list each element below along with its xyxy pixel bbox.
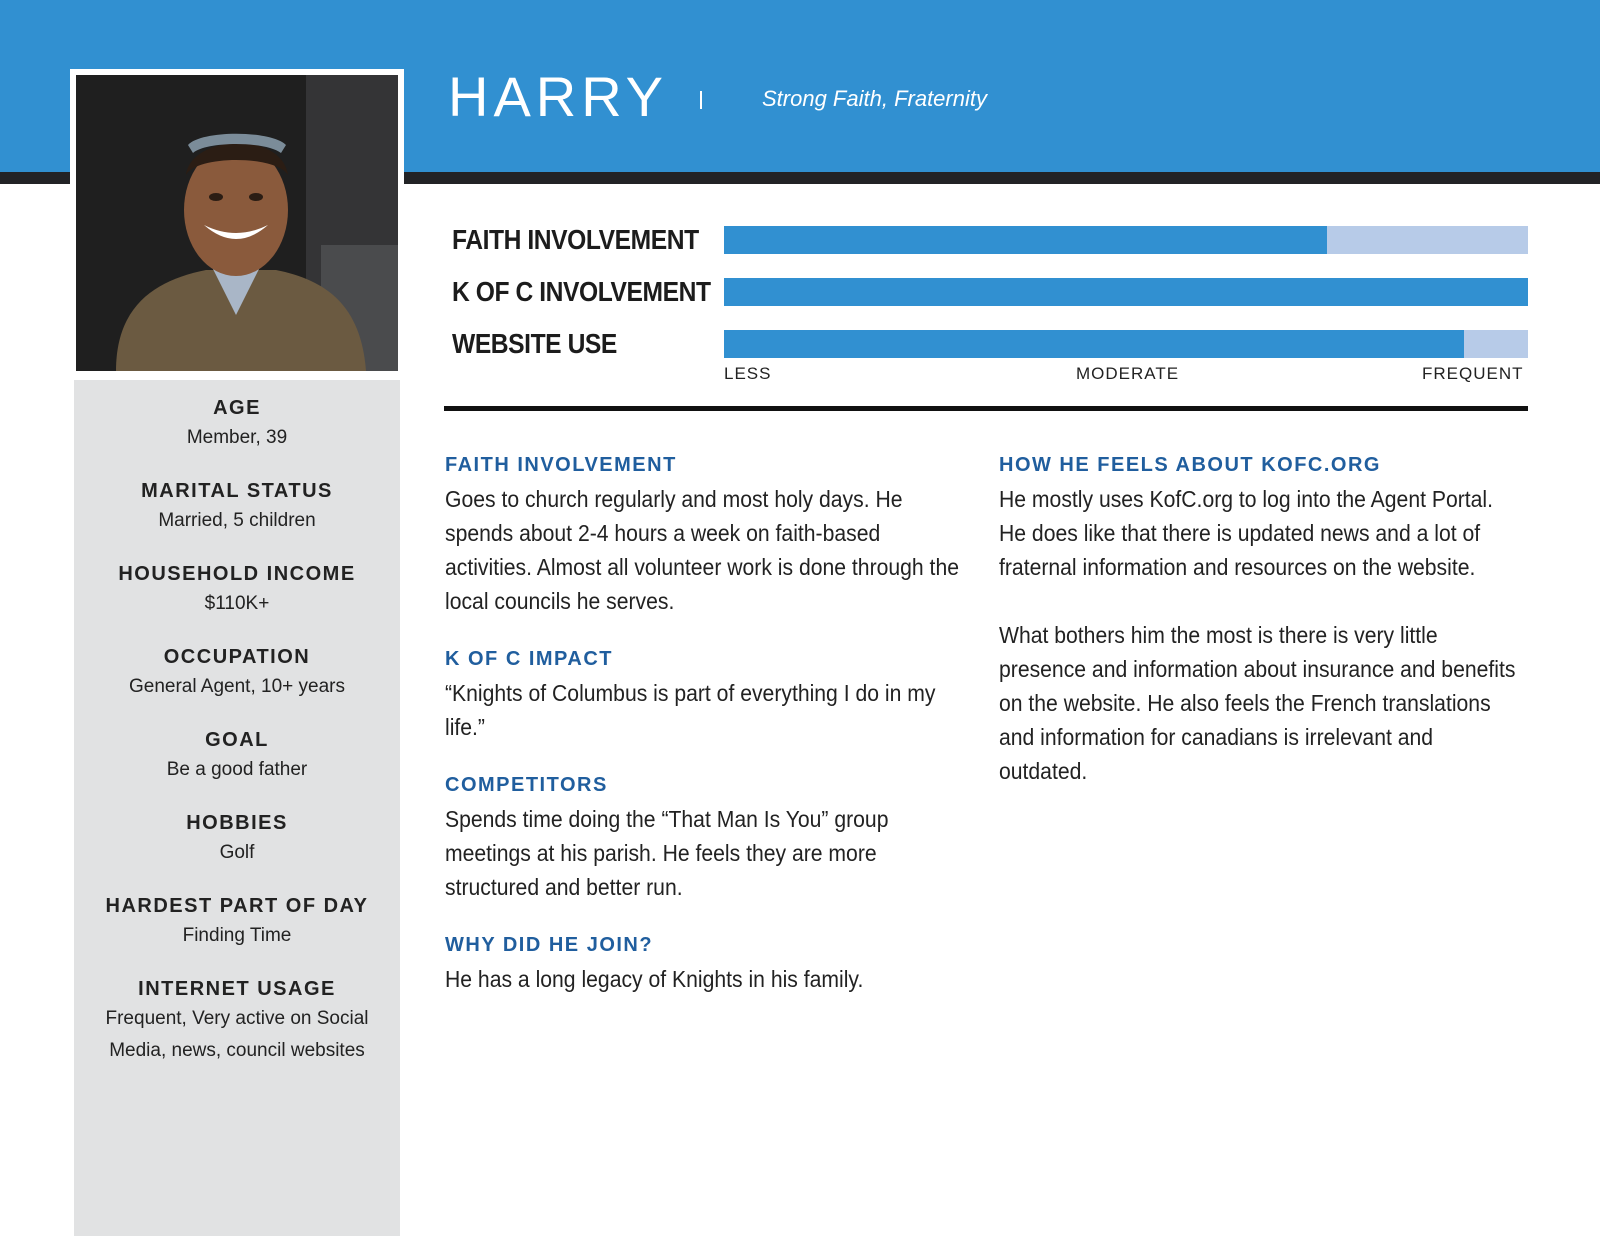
fact-value: $110K+	[204, 593, 270, 614]
persona-name: HARRY	[448, 65, 669, 128]
persona-photo-illustration	[76, 75, 398, 371]
section-text: Goes to church regularly and most holy days. He spends about 2-4 hours a week on faith-based activities. Almost all volunteer work is done through the local councils he serves.	[445, 486, 959, 614]
metric-label-website: WEBSITE USE	[452, 328, 617, 359]
fact-label: INTERNET USAGE	[138, 978, 336, 1000]
scale-label-less: LESS	[724, 364, 772, 383]
section-text: Spends time doing the “That Man Is You” group meetings at his parish. He feels they are more structured and better run.	[445, 806, 889, 900]
metric-bar-faith-track	[724, 226, 1528, 254]
fact-age	[74, 394, 400, 454]
section-heading: COMPETITORS	[445, 774, 608, 796]
scale-label-frequent: FREQUENT	[1422, 364, 1524, 383]
section-heading: HOW HE FEELS ABOUT KOFC.ORG	[999, 454, 1381, 476]
metric-label-kofc: K OF C INVOLVEMENT	[452, 276, 711, 307]
section-heading: FAITH INVOLVEMENT	[445, 454, 677, 476]
fact-hobbies	[74, 809, 400, 869]
fact-value: Finding Time	[182, 925, 292, 946]
section-why-join	[445, 930, 975, 996]
metric-bar-faith-fill	[724, 226, 1327, 254]
fact-marital-status	[74, 477, 400, 537]
facts-list	[74, 380, 400, 1067]
section-kofc-impact	[445, 644, 975, 744]
section-faith-involvement	[445, 450, 975, 618]
fact-label: HARDEST PART OF DAY	[105, 895, 369, 917]
fact-occupation	[74, 643, 400, 703]
persona-photo	[76, 75, 398, 371]
name-divider	[700, 91, 702, 109]
section-competitors	[445, 770, 975, 904]
section-text: “Knights of Columbus is part of everything I do in my life.”	[445, 680, 936, 740]
metrics-divider	[444, 406, 1528, 411]
section-paragraph: He mostly uses KofC.org to log into the Agent Portal. He does like that there is updated news and a lot of fraternal information and resources on the website.	[999, 486, 1493, 580]
fact-value: Be a good father	[166, 759, 308, 780]
fact-hardest-part-of-day	[74, 892, 400, 952]
fact-goal	[74, 726, 400, 786]
section-paragraph: What bothers him the most is there is very little presence and information about insurance and benefits on the website. He also feels the French translations and information for canadians is irrelevant and outdated.	[999, 622, 1516, 784]
section-text: He has a long legacy of Knights in his family.	[445, 966, 864, 992]
section-heading: K OF C IMPACT	[445, 648, 614, 670]
metric-bar-kofc-track	[724, 278, 1528, 306]
section-kofc-org-feelings	[999, 450, 1529, 788]
fact-value: General Agent, 10+ years	[128, 676, 345, 697]
metric-bar-website-fill	[724, 330, 1464, 358]
fact-label: OCCUPATION	[163, 646, 311, 668]
section-heading: WHY DID HE JOIN?	[445, 934, 654, 956]
fact-value: Member, 39	[186, 427, 288, 448]
fact-label: AGE	[213, 397, 261, 419]
left-column	[445, 450, 975, 1022]
metric-bar-website-track	[724, 330, 1528, 358]
fact-label: HOUSEHOLD INCOME	[118, 563, 356, 585]
fact-value: Frequent, Very active on Social Media, news, council websites	[105, 1008, 369, 1061]
fact-label: GOAL	[205, 729, 269, 751]
fact-internet-usage	[74, 975, 400, 1067]
persona-photo-frame	[70, 69, 404, 377]
right-column	[999, 450, 1529, 814]
fact-value: Golf	[219, 842, 255, 863]
fact-label: HOBBIES	[186, 812, 288, 834]
persona-tagline: Strong Faith, Fraternity	[762, 86, 987, 111]
persona-facts-sidebar	[74, 380, 400, 1236]
scale-label-moderate: MODERATE	[1076, 364, 1180, 383]
metric-bar-kofc-fill	[724, 278, 1528, 306]
fact-label: MARITAL STATUS	[141, 480, 333, 502]
fact-household-income	[74, 560, 400, 620]
metric-label-faith: FAITH INVOLVEMENT	[452, 224, 699, 255]
fact-value: Married, 5 children	[158, 510, 316, 531]
